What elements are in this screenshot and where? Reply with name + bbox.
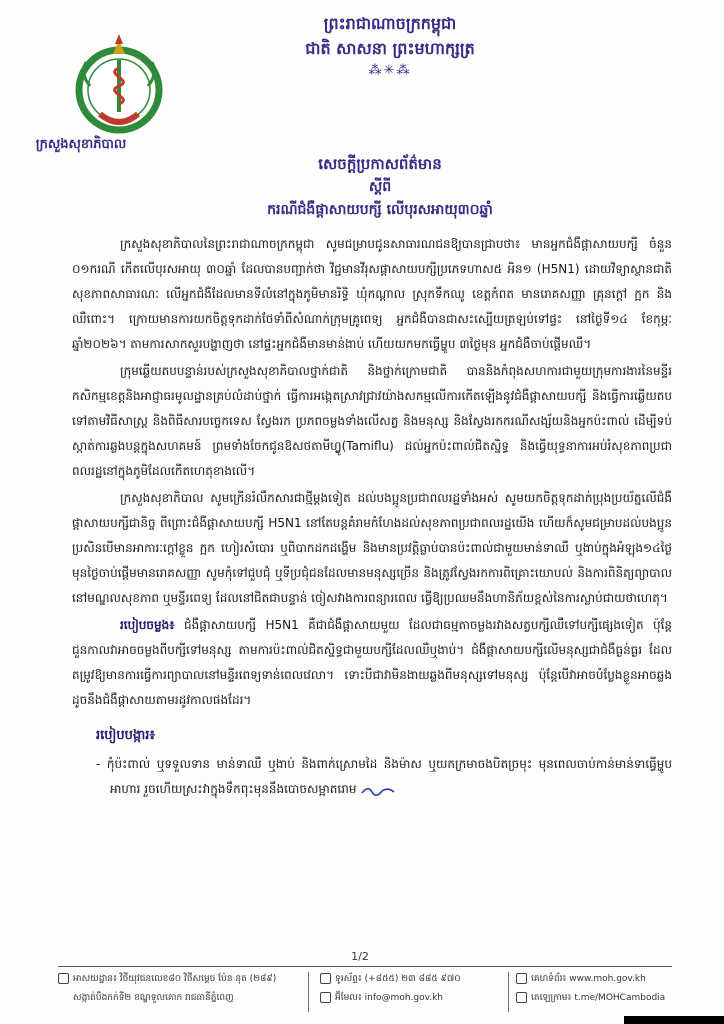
paragraph-response: ក្រុមឆ្លើយតបបន្ទាន់របស់ក្រសួងសុខាភិបាលថ្នាក់ជាតិ និងថ្នាក់ក្រោមជាតិ បាននិងកំពុងសហការជាមួយក្រុមការងារនៃមន្ទីរកសិកម្មខេត្តនិងអាជ្ញាធរមូលដ្ឋានគ្រប់លំដាប់ថ្នាក់ ធ្វើការអង្កេតស្រាវជ្រាវយ៉ាងសកម្មលើការកើតឡើងនូវជំងឺផ្ដាសាយបក្សី និងធ្វើការឆ្លើយតបទៅតាមវិធីសាស្ត្រ និងពិធីសារបច្ចេកទេស ស្វែងរក ប្រភពចម្លងទាំងលើសត្វ និងមនុស្ស និងស្វែងរកករណីសង្ស័យនិងអ្នកប៉ះពាល់ ដើម្បីទប់ស្កាត់ការឆ្លងបន្តក្នុងសហគមន៍ ព្រមទាំងចែកជូនឱសថតាមីហ្វ្លូ(Tamiflu) ដល់អ្នកប៉ះពាល់ជិតស្និទ្ធ និងធ្វើយុទ្ធនាការអប់រំសុខភាពប្រជាពលរដ្ឋនៅក្នុងភូមិដែលកើតហេតុខាងលើ។ — [72, 364, 672, 478]
footer-divider — [58, 966, 672, 967]
address-line-2: សង្កាត់បឹងកក់ទី២ ខណ្ឌទួលគោក រាជធានីភ្នំពេញ — [73, 993, 234, 1003]
document-subject: ករណីជំងឺផ្ដាសាយបក្សី លើបុរសអាយុ៣០ឆ្នាំ — [267, 202, 493, 218]
document-title: សេចក្ដីប្រកាសព័ត៌មាន — [318, 155, 442, 173]
phone-icon — [320, 973, 331, 984]
prevention-bullet-text: - កុំប៉ះពាល់ ឬទទួលទាន មាន់ទាឈឺ ឬងាប់ និងពាក់ស្រោមដៃ និងម៉ាស ឬយកក្រមាចងបិតច្រមុះ មុនពេលចាប់កាន់មាន់ទាធ្វើម្ហូបអាហារ រួចហើយស្រះវាក្នុងទឹកពុះមុននឹងបោចសម្អាតរោម — [96, 757, 672, 796]
footer-separator — [508, 972, 509, 1012]
scan-edge-artifact — [624, 1016, 724, 1024]
page-number: 1/2 — [351, 950, 369, 963]
footer-email[interactable]: អ៊ីមែល៖ info@moh.gov.kh — [335, 993, 444, 1003]
footer-separator — [308, 972, 309, 1012]
footer-contact — [320, 970, 510, 1008]
globe-icon — [516, 973, 527, 984]
kingdom-header — [250, 12, 530, 80]
national-motto: ជាតិ សាសនា ព្រះមហាក្សត្រ — [305, 39, 475, 58]
transmission-label: របៀបចម្លង៖ — [120, 618, 175, 632]
transmission-text: ជំងឺផ្ដាសាយបក្សី H5N1 គឺជាជំងឺផ្ដាសាយមួយ ដែលជាធម្មតាចម្លងរវាងសត្វបក្សីឈឺទៅបក្សីផ្សេងទៀត ប៉ុន្តែជួនកាលវាអាចចម្លងពីបក្សីទៅមនុស្ស តាមការប៉ះពាល់ជិតស្និទ្ធជាមួយបក្សីដែលឈឺឬងាប់។ ជំងឺផ្ដាសាយបក្សីលើមនុស្សជាជំងឺធ្ងន់ធ្ងរ ដែលតម្រូវឱ្យមានការធ្វើការព្យាបាលនៅមន្ទីរពេទ្យទាន់ពេលវេលា។ ទោះបីជាវាមិនងាយឆ្លងពីមនុស្សទៅមនុស្ស ប៉ុន្តែបើវាអាចបំប្លែងខ្លួនអាចឆ្លង ដូចនឹងជំងឺផ្ដាសាយតាមរដូវកាលផងដែរ។ — [72, 618, 672, 707]
footer-telegram[interactable]: តេឡេក្រាម៖ t.me/MOHCambodia — [531, 993, 666, 1003]
footer-online — [516, 970, 686, 1008]
prevention-bullet — [72, 752, 672, 802]
footer — [58, 970, 698, 1018]
footer-website[interactable]: គេហទំព័រ៖ www.moh.gov.kh — [531, 974, 646, 984]
prevention-heading: របៀបបង្ការ៖ — [96, 728, 156, 743]
footer-address — [58, 970, 298, 1008]
document-title-block — [120, 152, 640, 222]
paragraph-warning: ក្រសួងសុខាភិបាល សូមក្រើនរំលឹកសារជាថ្មីម្ដងទៀត ដល់បងប្អូនប្រជាពលរដ្ឋទាំងអស់ សូមយកចិត្តទុកដាក់ប្រុងប្រយ័ត្នលើជំងឺផ្ដាសាយបក្សីជានិច្ច ពីព្រោះជំងឺផ្ដាសាយបក្សី H5N1 នៅតែបន្តគំរាមកំហែងដល់សុខភាពប្រជាពលរដ្ឋយើង ហើយក៏សូមជម្រាបដល់បងប្អូន ប្រសិនបើមានអាការៈក្ដៅខ្លួន ក្អក ហៀរសំបោរ ឬពិបាកដកដង្ហើម និងមានប្រវត្តិធ្លាប់បានប៉ះពាល់ជាមួយមាន់ទាឈឺ ឬងាប់ក្នុងអំឡុង១៤ថ្ងៃមុនថ្ងៃចាប់ផ្ដើមមានរោគសញ្ញា សូមកុំទៅជួបជុំ ឬទីប្រជុំជនដែលមានមនុស្សច្រើន និងត្រូវស្វែងរកការពិគ្រោះយោបល់ និងការពិនិត្យព្យាបាលនៅមណ្ឌលសុខភាព ឬមន្ទីរពេទ្យ ដែលនៅជិតជាបន្ទាន់ ចៀសវាងការពន្យារពេល ធ្វើឱ្យប្រឈមនឹងហានិភ័យខ្ពស់នៃការស្លាប់ជាយថាហេតុ។ — [72, 491, 672, 605]
kingdom-title: ព្រះរាជាណាចក្រកម្ពុជា — [323, 14, 457, 33]
address-line-1: អាសយដ្ឋាន៖ វិថីយុវជនលេខ៨០ វិថីសម្ដេច ប៉ែន នុត (២៨៩) — [73, 974, 277, 984]
email-icon — [320, 992, 331, 1003]
location-icon — [58, 973, 69, 984]
ministry-name: ក្រសួងសុខាភិបាល — [35, 137, 127, 152]
initial-signature-icon — [360, 783, 396, 797]
telegram-icon — [516, 992, 527, 1003]
document-subtitle-about: ស្ដីពី — [368, 179, 392, 195]
ornament-divider: ⁂✳⁂ — [368, 63, 412, 78]
ministry-emblem-icon — [60, 34, 178, 138]
paragraph-transmission — [72, 613, 672, 713]
document-body — [72, 232, 672, 804]
paragraph-case-report: ក្រសួងសុខាភិបាលនៃព្រះរាជាណាចក្រកម្ពុជា សូមជម្រាបជូនសាធារណជនឱ្យបានជ្រាបថា៖ មានអ្នកជំងឺផ្ដាសាយបក្សី ចំនួន ០១ករណី កើតលើបុរសអាយុ ៣០ឆ្នាំ ដែលបានបញ្ជាក់ថា វិជ្ជមានវីរុសផ្ដាសាយបក្សីប្រភេទហាស៥ អិន១ (H5N1) ដោយវិទ្យាស្ថានជាតិសុខភាពសាធារណៈ លើអ្នកជំងឺដែលមានទីលំនៅក្នុងភូមិមានរិទ្ធិ ឃុំកណ្ដាល ស្រុកទឹកឈូ ខេត្តកំពត មានរោគសញ្ញា គ្រុនក្ដៅ ក្អក និងឈឺពោះ។ ក្រោយមានការយកចិត្តទុកដាក់ថែទាំពីសំណាក់ក្រុមគ្រូពេទ្យ អ្នកជំងឺបានជាសះស្បើយត្រឡប់ទៅផ្ទះ នៅថ្ងៃទី១៤ ខែកុម្ភៈ ឆ្នាំ២០២៦។ តាមការសាកសួរបង្ហាញថា នៅផ្ទះអ្នកជំងឺមានមាន់ងាប់ ហើយយកមកធ្វើម្ហូប ៣ថ្ងៃមុន អ្នកជំងឺចាប់ផ្ដើមឈឺ។ — [72, 237, 672, 351]
footer-phone: ទូរស័ព្ទ៖ (+៨៥៥) ២៣ ៨៨៥ ៩៧០ — [335, 974, 461, 984]
